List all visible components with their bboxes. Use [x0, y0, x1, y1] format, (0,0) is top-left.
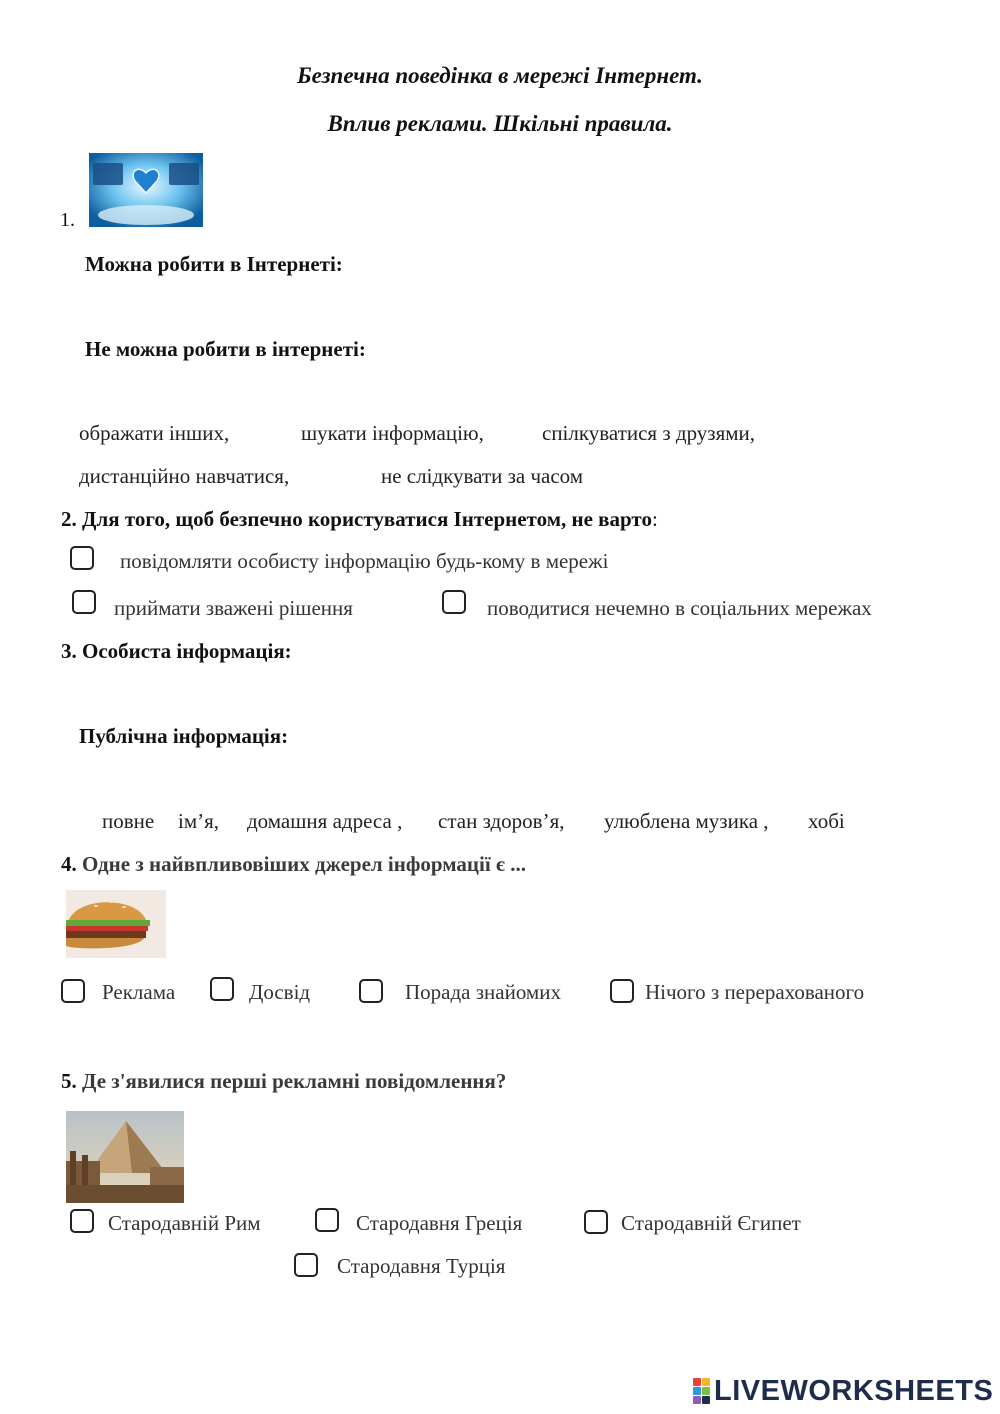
option-checkbox[interactable]: [72, 590, 96, 614]
option-label: Стародавній Рим: [108, 1211, 261, 1235]
word-chip[interactable]: улюблена музика ,: [604, 809, 769, 833]
word-chip[interactable]: дистанційно навчатися,: [79, 464, 290, 488]
option-label: приймати зважені рішення: [114, 596, 353, 620]
can-do-heading: Можна робити в Інтернеті:: [85, 252, 343, 276]
option-label: Реклама: [102, 980, 176, 1004]
question-5-text: [61, 1069, 506, 1094]
word-chip[interactable]: хобі: [808, 809, 845, 833]
question-2-colon: :: [651, 507, 658, 531]
ancient-pyramid-image: [66, 1111, 184, 1203]
option-label: повідомляти особисту інформацію будь-кому в мережі: [120, 549, 609, 573]
question-5-label: Де з'явилися перші рекламні повідомлення?: [82, 1069, 507, 1093]
question-4-text: [61, 852, 526, 877]
logo-text: LIVEWORKSHEETS: [714, 1374, 994, 1407]
question-1-number: 1.: [60, 209, 75, 231]
public-info-heading: Публічна інформація:: [79, 724, 289, 748]
logo-square: [693, 1396, 701, 1404]
option-checkbox[interactable]: [294, 1253, 318, 1277]
option-checkbox[interactable]: [315, 1208, 339, 1232]
word-chip[interactable]: шукати інформацію,: [301, 421, 484, 445]
internet-security-image: [89, 153, 203, 227]
personal-info-heading: 3. Особиста інформація:: [61, 639, 292, 663]
word-chip[interactable]: повне: [102, 809, 155, 833]
option-checkbox[interactable]: [359, 979, 383, 1003]
word-chip[interactable]: стан здоров’я,: [438, 809, 565, 833]
cannot-do-heading: Не можна робити в інтернеті:: [85, 337, 366, 361]
logo-square: [702, 1387, 710, 1395]
page-title-line1: Безпечна поведінка в мережі Інтернет.: [297, 63, 703, 88]
option-label: поводитися нечемно в соціальних мережах: [487, 596, 872, 620]
word-chip[interactable]: ім’я,: [178, 809, 220, 833]
question-5-number: 5.: [61, 1069, 77, 1093]
liveworksheets-logo[interactable]: [693, 1376, 993, 1406]
word-chip[interactable]: домашня адреса ,: [247, 809, 403, 833]
logo-square: [702, 1378, 710, 1386]
option-checkbox[interactable]: [442, 590, 466, 614]
option-label: Стародавня Греція: [356, 1211, 523, 1235]
logo-square: [693, 1387, 701, 1395]
burger-image: [66, 890, 166, 958]
option-label: Стародавній Єгипет: [621, 1211, 801, 1235]
logo-mark-icon: [693, 1378, 710, 1404]
option-label: Порада знайомих: [405, 980, 561, 1004]
word-chip[interactable]: ображати інших,: [79, 421, 230, 445]
option-label: Нічого з перерахованого: [645, 980, 865, 1004]
option-checkbox[interactable]: [61, 979, 85, 1003]
option-checkbox[interactable]: [70, 1209, 94, 1233]
question-2-label: 2. Для того, щоб безпечно користуватися Інтернетом, не варто: [61, 507, 652, 531]
page-title-line2: Вплив реклами. Шкільні правила.: [327, 111, 673, 136]
question-2-text: [61, 507, 658, 532]
word-chip[interactable]: не слідкувати за часом: [381, 464, 584, 488]
option-label: Стародавня Турція: [337, 1254, 506, 1278]
option-checkbox[interactable]: [210, 977, 234, 1001]
logo-square: [693, 1378, 701, 1386]
option-label: Досвід: [249, 980, 311, 1004]
word-chip[interactable]: спілкуватися з друзями,: [542, 421, 756, 445]
option-checkbox[interactable]: [70, 546, 94, 570]
question-4-label: Одне з найвпливовіших джерел інформації є ...: [82, 852, 526, 876]
option-checkbox[interactable]: [584, 1210, 608, 1234]
question-4-number: 4.: [61, 852, 77, 876]
logo-square: [702, 1396, 710, 1404]
option-checkbox[interactable]: [610, 979, 634, 1003]
